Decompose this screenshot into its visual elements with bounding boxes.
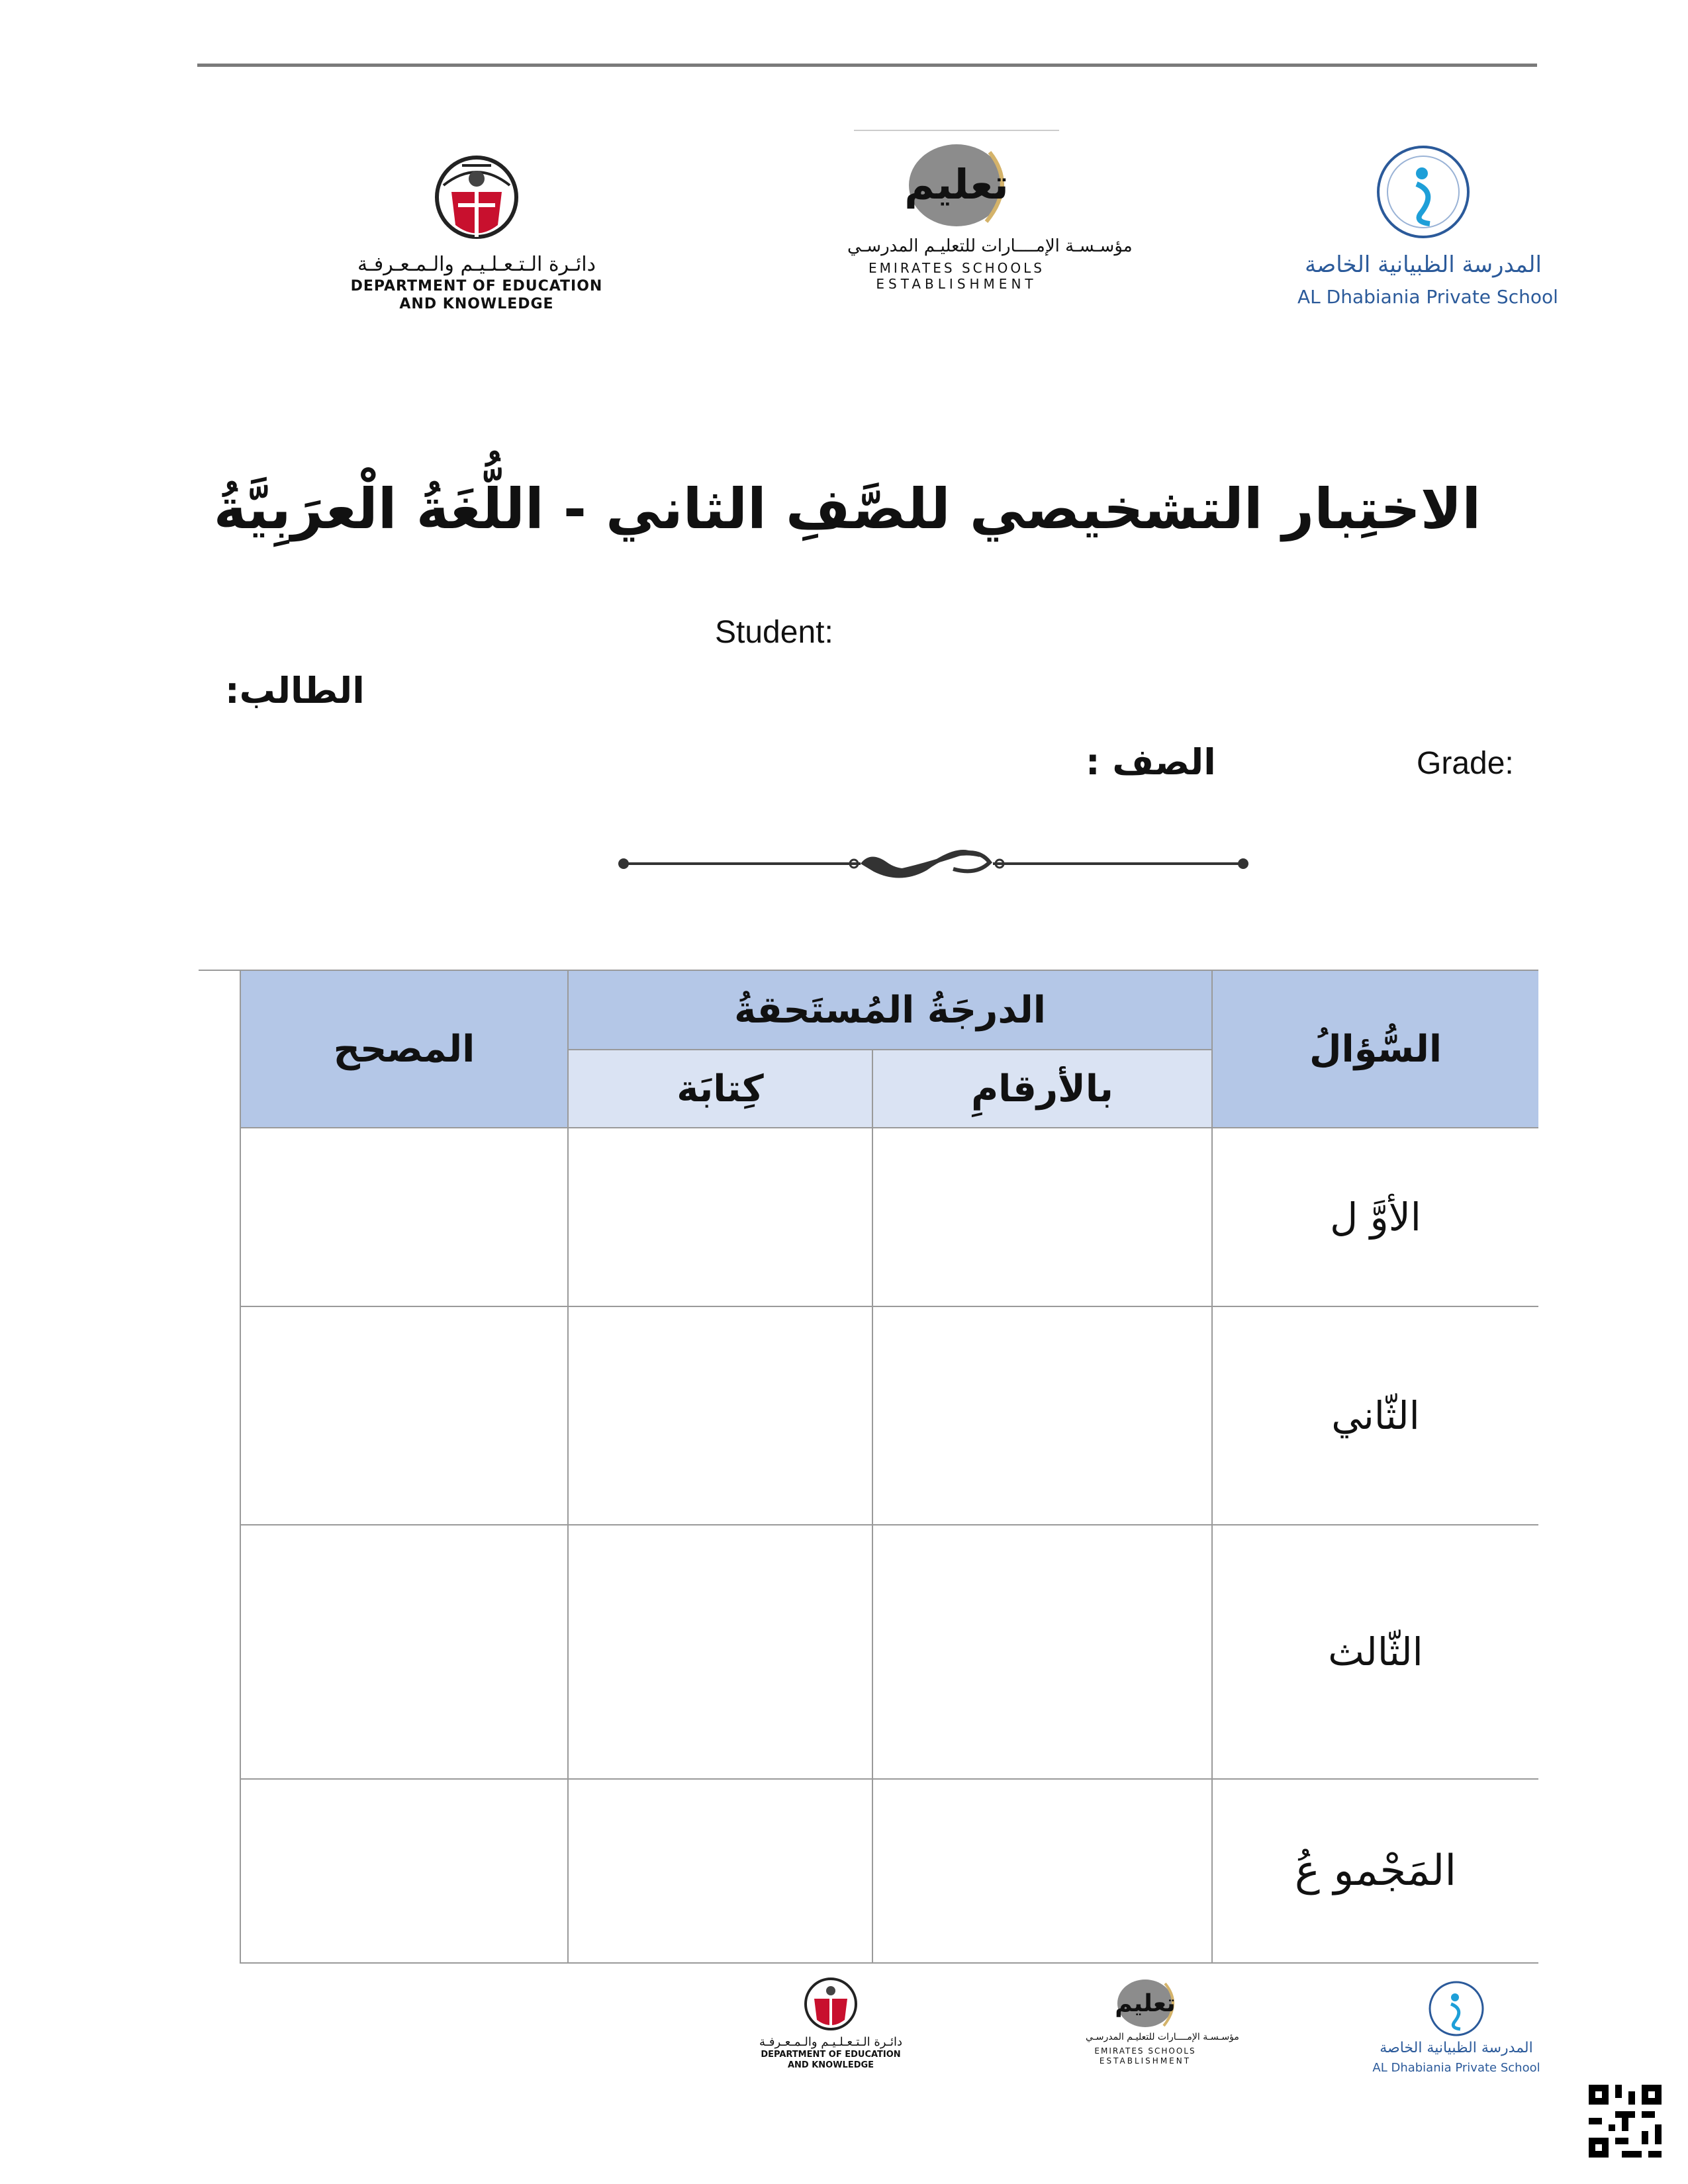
student-label-english: Student: bbox=[715, 615, 833, 650]
abu-dhabi-emblem-icon bbox=[344, 146, 609, 251]
footer-school-name-english: AL Dhabiania Private School bbox=[1372, 2061, 1540, 2075]
footer-doe-arabic: دائـرة الـتـعـلـيـم والـمـعـرفـة bbox=[759, 2035, 902, 2049]
row4-numbers-cell[interactable] bbox=[872, 1778, 1213, 1964]
top-rule bbox=[197, 64, 1537, 67]
header-corrector: المصحح bbox=[240, 970, 569, 1128]
row4-corrector-cell[interactable] bbox=[240, 1778, 569, 1964]
footer-esl-brand-text: تعليم bbox=[1115, 1990, 1176, 2017]
subheader-words: كِتابَة bbox=[567, 1049, 873, 1128]
doe-logo-english-line1: DEPARTMENT OF EDUCATION bbox=[350, 278, 603, 295]
row1-words-cell[interactable] bbox=[567, 1127, 873, 1307]
row-label-third: الثّالث bbox=[1211, 1524, 1538, 1780]
row-label-first: الأوَّ ل bbox=[1211, 1127, 1538, 1307]
footer-school-emblem-icon bbox=[1370, 1979, 1542, 2038]
footer-esl-logo bbox=[1086, 1969, 1239, 2071]
grade-label-arabic: الصف : bbox=[1086, 741, 1216, 783]
footer-doe-english-line2: AND KNOWLEDGE bbox=[787, 2060, 874, 2070]
row2-words-cell[interactable] bbox=[567, 1306, 873, 1525]
table-left-edge-line bbox=[199, 970, 240, 971]
header-question: السُّؤالُ bbox=[1211, 970, 1538, 1128]
footer-doe-logo bbox=[748, 1972, 914, 2078]
qr-code-icon bbox=[1589, 2085, 1662, 2158]
school-emblem-icon bbox=[1297, 146, 1549, 245]
footer-esl-english-line2: ESTABLISHMENT bbox=[1099, 2056, 1192, 2066]
footer-doe-english-line1: DEPARTMENT OF EDUCATION bbox=[761, 2050, 901, 2060]
footer-esl-arabic-line: مؤسـسـة الإمــــارات للتعليـم المدرسـي bbox=[1086, 2032, 1239, 2042]
doe-logo-arabic: دائـرة الـتـعـلـيـم والـمـعـرفـة bbox=[357, 253, 596, 276]
esl-logo bbox=[847, 129, 1133, 295]
esl-arabic-line: مؤسـسـة الإمــــارات للتعليـم المدرسـي bbox=[847, 236, 1133, 256]
row3-corrector-cell[interactable] bbox=[240, 1524, 569, 1780]
footer-esl-english-line1: EMIRATES SCHOOLS bbox=[1094, 2046, 1196, 2056]
row2-corrector-cell[interactable] bbox=[240, 1306, 569, 1525]
school-name-english: AL Dhabiania Private School bbox=[1297, 286, 1558, 308]
row3-numbers-cell[interactable] bbox=[872, 1524, 1213, 1780]
footer-taleem-brand-icon bbox=[1086, 1969, 1205, 2032]
school-name-arabic: المدرسة الظبيانية الخاصة bbox=[1305, 251, 1542, 278]
doe-logo bbox=[344, 146, 609, 324]
student-label-arabic: الطالب: bbox=[225, 670, 365, 711]
doe-logo-english-line2: AND KNOWLEDGE bbox=[399, 296, 554, 312]
row2-numbers-cell[interactable] bbox=[872, 1306, 1213, 1525]
ornamental-divider bbox=[609, 837, 1258, 890]
header-score: الدرجَةُ المُستَحقةُ bbox=[567, 970, 1213, 1050]
grade-label-english: Grade: bbox=[1417, 746, 1514, 781]
footer-school-logo bbox=[1370, 1979, 1542, 2078]
subheader-numbers: بالأرقامِ bbox=[872, 1049, 1213, 1128]
esl-english-line2: ESTABLISHMENT bbox=[876, 276, 1037, 292]
row-label-second: الثّاني bbox=[1211, 1306, 1538, 1525]
footer-abu-dhabi-emblem-icon bbox=[748, 1972, 914, 2035]
esl-english-line1: EMIRATES SCHOOLS bbox=[868, 260, 1045, 276]
footer-school-name-arabic: المدرسة الظبيانية الخاصة bbox=[1380, 2040, 1533, 2056]
row1-corrector-cell[interactable] bbox=[240, 1127, 569, 1307]
school-logo bbox=[1297, 146, 1558, 318]
taleem-brand-icon bbox=[847, 129, 1066, 235]
esl-brand-text: تعليم bbox=[904, 160, 1009, 208]
row-label-total: المَجْمو عُ bbox=[1211, 1778, 1538, 1964]
row3-words-cell[interactable] bbox=[567, 1524, 873, 1780]
row4-words-cell[interactable] bbox=[567, 1778, 873, 1964]
page-title: الاختِبار التشخيصي للصَّفِ الثاني - اللُّغَةُ الْعرَبِيَّةُ bbox=[213, 477, 1481, 541]
row1-numbers-cell[interactable] bbox=[872, 1127, 1213, 1307]
score-table bbox=[240, 970, 1538, 1964]
